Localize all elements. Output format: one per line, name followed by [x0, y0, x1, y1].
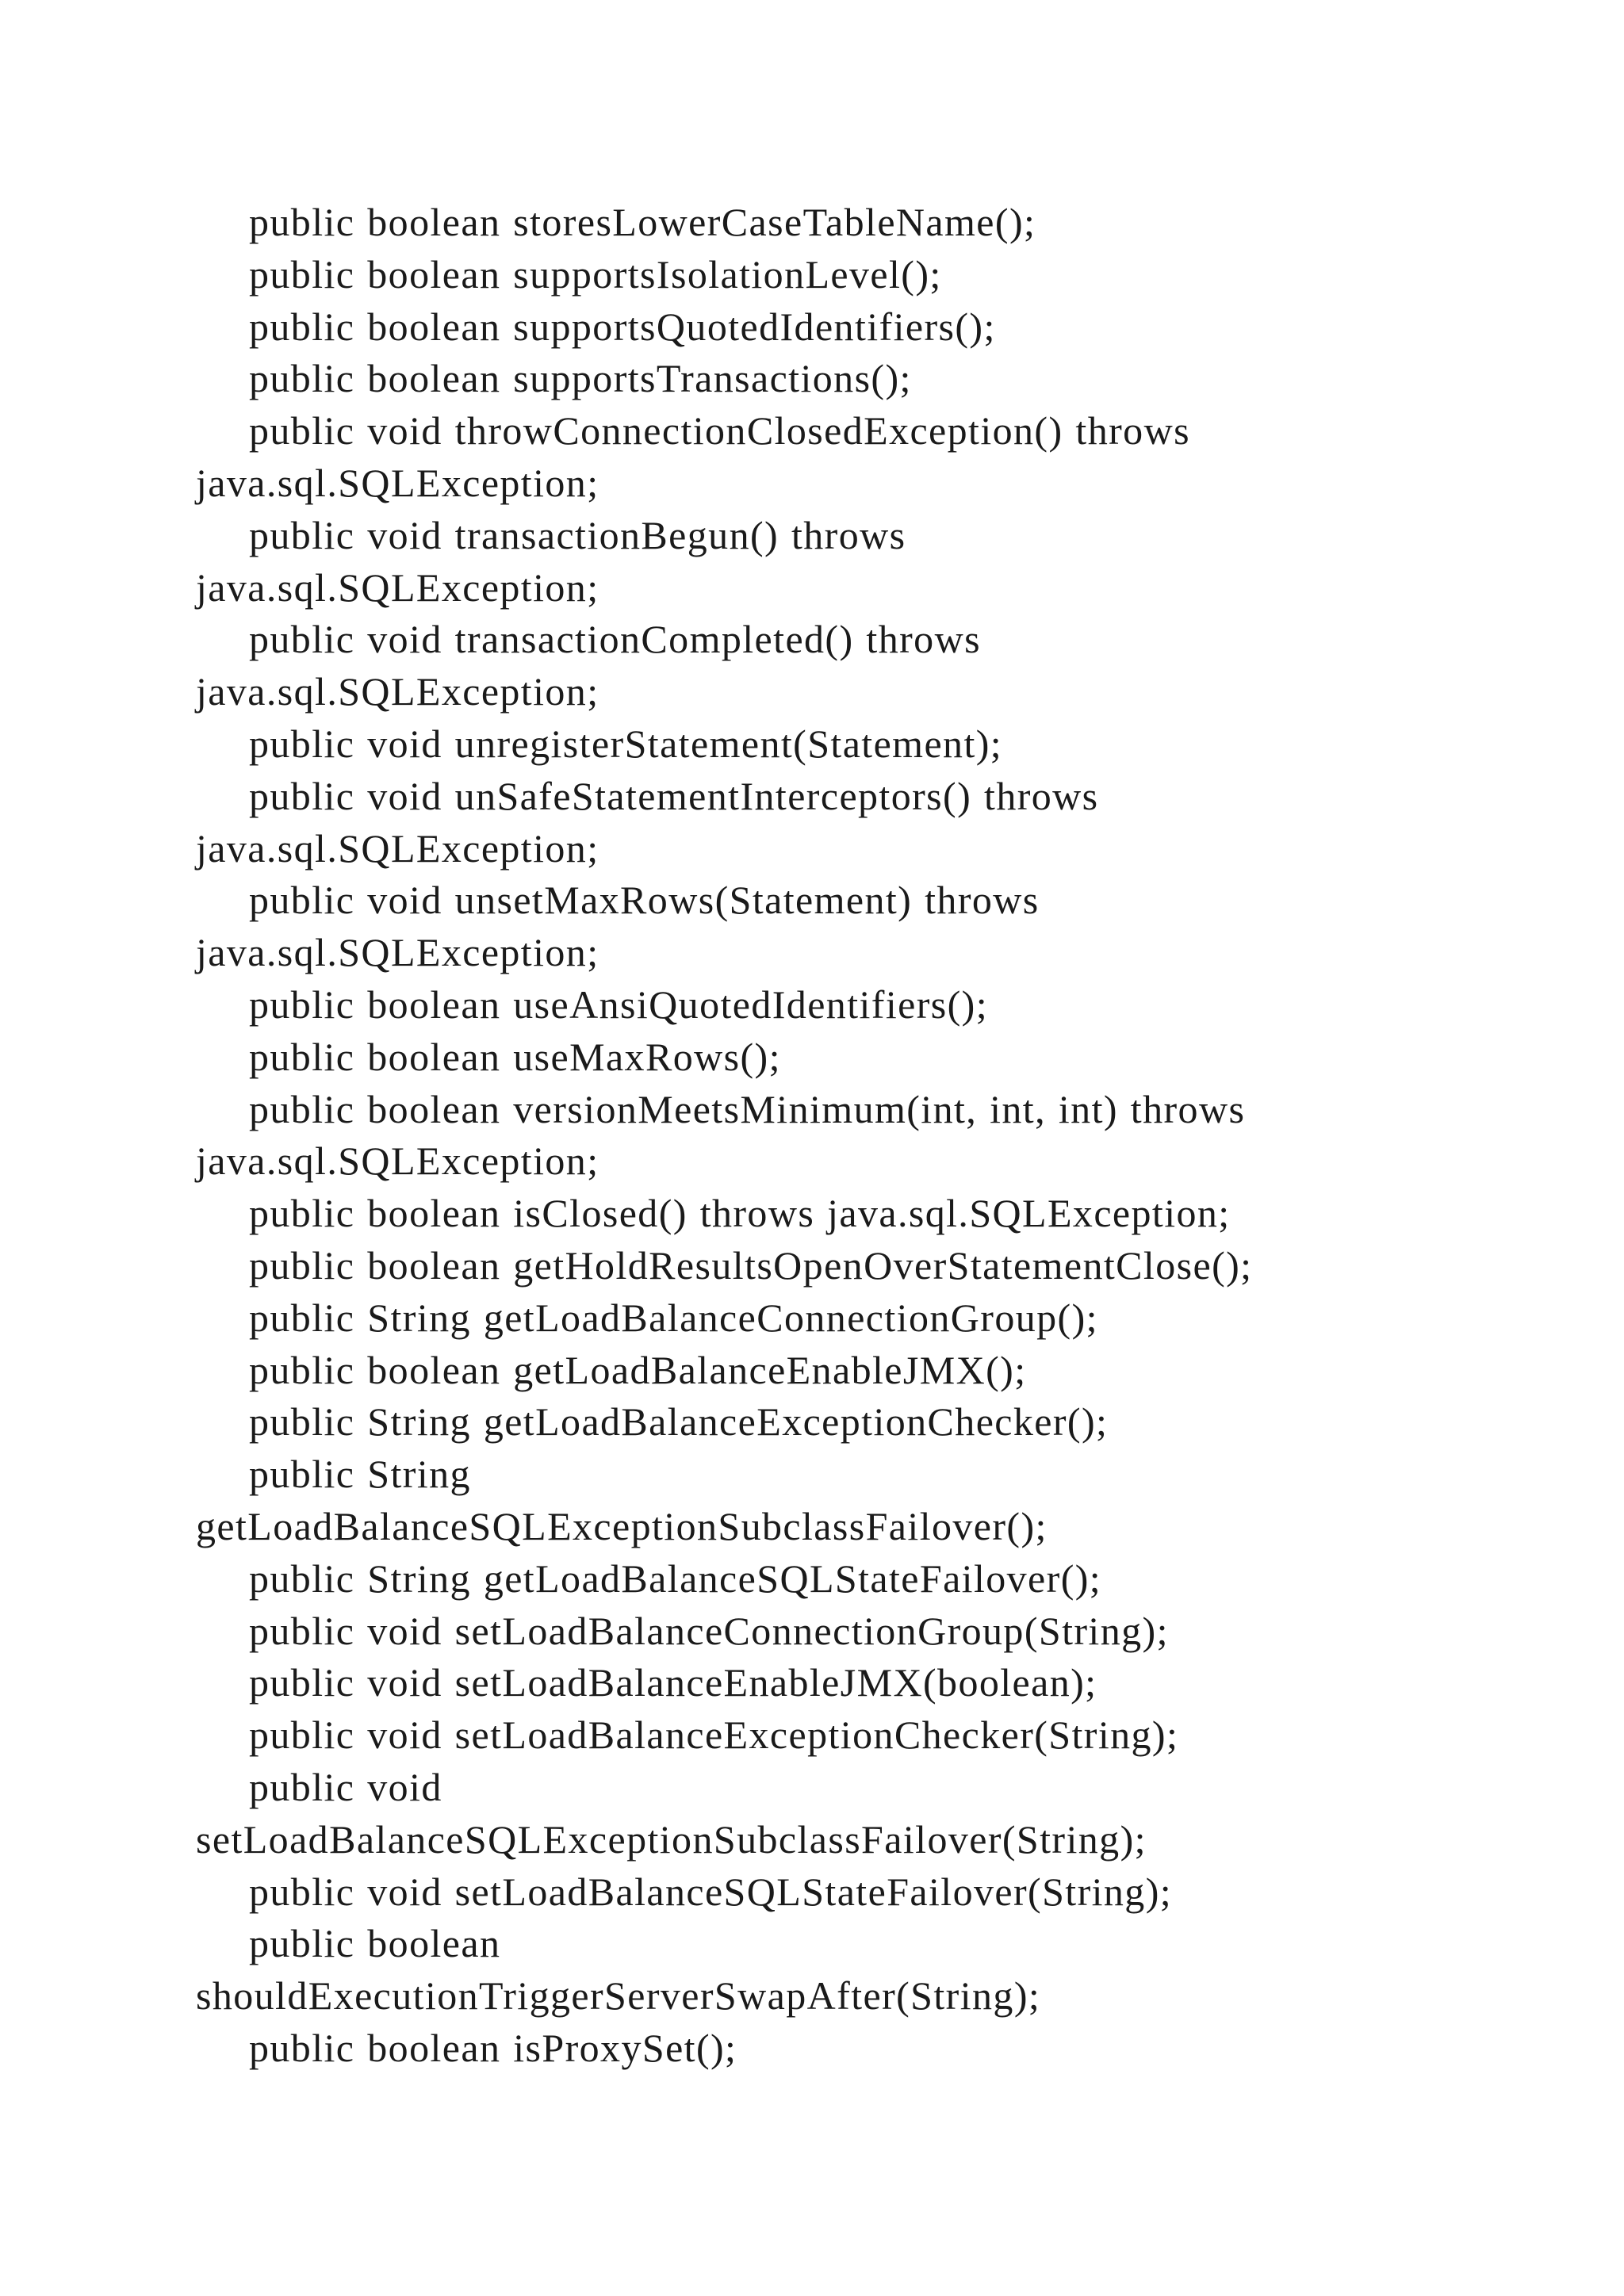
code-line: public boolean supportsQuotedIdentifiers(); [249, 304, 996, 349]
code-line: public boolean supportsIsolationLevel(); [249, 251, 942, 297]
code-line: public void setLoadBalanceEnableJMX(boolean); [249, 1660, 1097, 1705]
code-line: java.sql.SQLException; [196, 930, 599, 975]
code-line: shouldExecutionTriggerServerSwapAfter(String); [196, 1973, 1041, 2019]
code-line: public boolean getHoldResultsOpenOverStatementClose(); [249, 1242, 1253, 1288]
code-line: public void unsetMaxRows(Statement) throws [249, 878, 1040, 923]
code-line: public boolean [249, 1921, 501, 1966]
code-line: public void setLoadBalanceExceptionChecker(String); [249, 1712, 1179, 1758]
code-line: public String [249, 1452, 471, 1497]
code-line: public String getLoadBalanceSQLStateFailover(); [249, 1556, 1102, 1601]
code-line: public boolean storesLowerCaseTableName(); [249, 200, 1036, 244]
code-line: public void [249, 1764, 442, 1809]
code-line: getLoadBalanceSQLExceptionSubclassFailover(); [196, 1503, 1048, 1548]
code-line: public void unSafeStatementInterceptors() throws [249, 773, 1099, 818]
code-line: java.sql.SQLException; [196, 669, 599, 714]
code-line: public boolean versionMeetsMinimum(int, int, int) throws [249, 1086, 1246, 1131]
code-line: public boolean useMaxRows(); [249, 1034, 781, 1079]
code-line: public boolean supportsTransactions(); [249, 356, 912, 401]
code-line: java.sql.SQLException; [196, 825, 599, 871]
code-line: public void transactionBegun() throws [249, 512, 906, 557]
code-line: public void setLoadBalanceSQLStateFailover(String); [249, 1869, 1173, 1914]
code-line: public boolean getLoadBalanceEnableJMX(); [249, 1347, 1027, 1392]
code-line: java.sql.SQLException; [196, 564, 599, 610]
code-line: public void unregisterStatement(Statement); [249, 721, 1003, 766]
code-line: public void transactionCompleted() throws [249, 617, 981, 662]
code-line: public boolean isClosed() throws java.sql.SQLException; [249, 1191, 1231, 1236]
code-line: java.sql.SQLException; [196, 460, 599, 505]
code-line: public void setLoadBalanceConnectionGroup(String); [249, 1608, 1169, 1653]
code-line: public void throwConnectionClosedException() throws [249, 408, 1190, 453]
code-line: public String getLoadBalanceExceptionChecker(); [249, 1399, 1109, 1445]
code-line: java.sql.SQLException; [196, 1138, 599, 1184]
code-listing [196, 197, 1544, 2075]
code-line: public boolean useAnsiQuotedIdentifiers(); [249, 982, 989, 1027]
code-line: public String getLoadBalanceConnectionGroup(); [249, 1295, 1098, 1340]
code-line: public boolean isProxySet(); [249, 2025, 737, 2070]
code-line: setLoadBalanceSQLExceptionSubclassFailover(String); [196, 1816, 1147, 1862]
